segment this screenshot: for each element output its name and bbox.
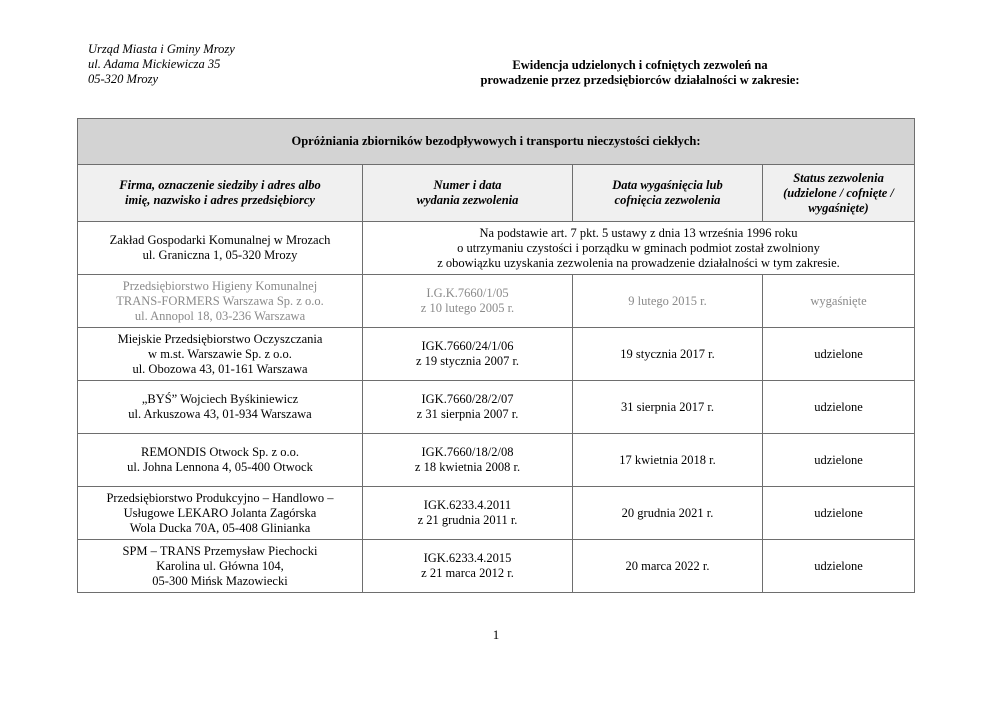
firm-line-2: Usługowe LEKARO Jolanta Zagórska [123, 505, 317, 520]
header-expiry [573, 165, 763, 222]
number-cell [363, 275, 573, 328]
expiry-cell: 31 sierpnia 2017 r. [573, 381, 763, 434]
table-row [78, 328, 915, 381]
firm-cell [78, 540, 363, 593]
exempt-firm-line-2: ul. Graniczna 1, 05-320 Mrozy [142, 248, 298, 262]
status-cell: udzielone [763, 434, 915, 487]
table-row [78, 540, 915, 593]
expiry-cell: 9 lutego 2015 r. [573, 275, 763, 328]
firm-line-3: 05-300 Mińsk Mazowiecki [152, 573, 288, 588]
firm-line-1: Miejskie Przedsiębiorstwo Oczyszczania [117, 331, 323, 346]
expiry-cell: 20 grudnia 2021 r. [573, 487, 763, 540]
firm-line-3: ul. Annopol 18, 03-236 Warszawa [134, 308, 306, 323]
permit-number: IGK.6233.4.2015 [423, 551, 512, 565]
table-row [78, 381, 915, 434]
office-postcode: 05-320 Mrozy [88, 72, 159, 86]
number-cell [363, 381, 573, 434]
firm-line-2: TRANS-FORMERS Warszawa Sp. z o.o. [116, 293, 324, 308]
document-heading [440, 58, 840, 88]
number-cell [363, 434, 573, 487]
permit-issued-date: z 31 sierpnia 2007 r. [416, 407, 519, 421]
table-title-row [78, 119, 915, 165]
permits-table [77, 118, 915, 593]
firm-cell [78, 487, 363, 540]
status-cell: udzielone [763, 328, 915, 381]
header-status-line-3: wygaśnięte) [808, 200, 869, 215]
number-cell [363, 487, 573, 540]
permit-number: IGK.7660/18/2/08 [421, 445, 514, 459]
office-address [88, 42, 235, 87]
permit-issued-date: z 10 lutego 2005 r. [420, 301, 515, 315]
table-row-exempt [78, 222, 915, 275]
header-number [363, 165, 573, 222]
permit-issued-date: z 18 kwietnia 2008 r. [414, 460, 521, 474]
table-row [78, 275, 915, 328]
office-street: ul. Adama Mickiewicza 35 [88, 57, 221, 71]
page-number: 1 [492, 627, 500, 642]
header-number-line-2: wydania zezwolenia [416, 193, 519, 207]
firm-line-2: ul. Johna Lennona 4, 05-400 Otwock [127, 460, 313, 474]
exempt-firm-line-1: Zakład Gospodarki Komunalnej w Mrozach [109, 233, 331, 247]
permit-number: IGK.7660/24/1/06 [421, 339, 514, 353]
firm-line-1: SPM – TRANS Przemysław Piechocki [122, 543, 318, 558]
firm-cell [78, 328, 363, 381]
header-firm-line-1: Firma, oznaczenie siedziby i adres albo [119, 178, 321, 192]
status-cell: udzielone [763, 381, 915, 434]
heading-line-1: Ewidencja udzielonych i cofniętych zezwoleń na [512, 58, 768, 72]
header-status [763, 165, 915, 222]
number-cell [363, 328, 573, 381]
permit-issued-date: z 19 stycznia 2007 r. [415, 354, 520, 368]
firm-line-2: ul. Arkuszowa 43, 01-934 Warszawa [128, 407, 312, 421]
header-number-line-1: Numer i data [433, 178, 502, 192]
expiry-cell: 19 stycznia 2017 r. [573, 328, 763, 381]
exempt-note-line-3: z obowiązku uzyskania zezwolenia na prowadzenie działalności w tym zakresie. [437, 255, 840, 270]
firm-line-3: Wola Ducka 70A, 05-408 Glinianka [129, 520, 311, 535]
firm-cell [78, 381, 363, 434]
permit-issued-date: z 21 marca 2012 r. [421, 566, 514, 580]
expiry-cell: 17 kwietnia 2018 r. [573, 434, 763, 487]
table-title: Opróżniania zbiorników bezodpływowych i transportu nieczystości ciekłych: [78, 119, 915, 165]
header-firm [78, 165, 363, 222]
table-row [78, 487, 915, 540]
header-firm-line-2: imię, nazwisko i adres przedsiębiorcy [125, 193, 315, 207]
firm-line-2: Karolina ul. Główna 104, [156, 558, 284, 573]
permit-number: IGK.6233.4.2011 [423, 498, 512, 512]
permit-number: I.G.K.7660/1/05 [426, 286, 509, 300]
header-expiry-line-1: Data wygaśnięcia lub [612, 178, 723, 192]
status-cell: udzielone [763, 487, 915, 540]
header-status-line-1: Status zezwolenia [793, 170, 884, 185]
exempt-firm [78, 222, 363, 275]
firm-cell [78, 434, 363, 487]
status-cell: wygaśnięte [763, 275, 915, 328]
status-cell: udzielone [763, 540, 915, 593]
firm-line-1: Przedsiębiorstwo Produkcyjno – Handlowo – [106, 490, 334, 505]
permit-number: IGK.7660/28/2/07 [421, 392, 514, 406]
table-header-row [78, 165, 915, 222]
firm-line-2: w m.st. Warszawie Sp. z o.o. [148, 346, 292, 361]
exempt-note [363, 222, 915, 275]
number-cell [363, 540, 573, 593]
exempt-note-line-2: o utrzymaniu czystości i porządku w gminach podmiot został zwolniony [457, 240, 820, 255]
firm-line-1: Przedsiębiorstwo Higieny Komunalnej [122, 278, 318, 293]
firm-line-1: REMONDIS Otwock Sp. z o.o. [141, 445, 299, 459]
office-name: Urząd Miasta i Gminy Mrozy [88, 42, 235, 56]
header-expiry-line-2: cofnięcia zezwolenia [614, 193, 721, 207]
firm-cell [78, 275, 363, 328]
header-status-line-2: (udzielone / cofnięte / [783, 185, 894, 200]
firm-line-3: ul. Obozowa 43, 01-161 Warszawa [132, 361, 308, 376]
exempt-note-line-1: Na podstawie art. 7 pkt. 5 ustawy z dnia 13 września 1996 roku [479, 225, 798, 240]
heading-line-2: prowadzenie przez przedsiębiorców działalności w zakresie: [480, 73, 800, 87]
expiry-cell: 20 marca 2022 r. [573, 540, 763, 593]
permit-issued-date: z 21 grudnia 2011 r. [417, 513, 518, 527]
table-row [78, 434, 915, 487]
firm-line-1: „BYŚ” Wojciech Byśkiniewicz [141, 392, 299, 406]
